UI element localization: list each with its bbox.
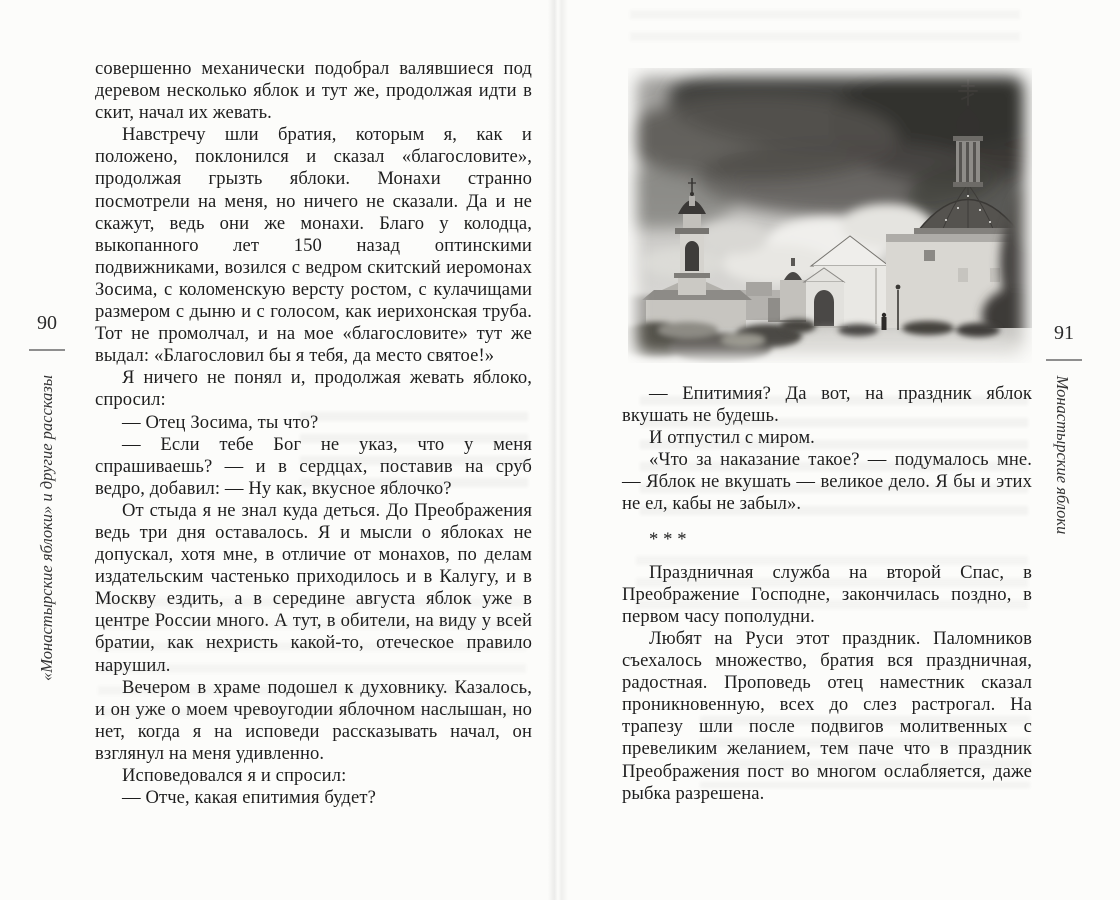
section-separator: * * *	[649, 528, 687, 550]
running-title-left: «Монастырские яблоки» и другие рассказы	[37, 375, 56, 681]
paragraph: И отпустил с миром.	[649, 427, 815, 449]
paragraph: Исповедовался я и спросил:	[122, 765, 347, 786]
paragraph: — Если тебе Бог не указ, что у меня спрашиваешь? — и в сердцах, поставив на сруб ведро, добавил: — Ну как, вкусное яблочко?	[95, 433, 532, 499]
text-column-right	[622, 383, 1032, 805]
monastery-photo-illustration	[628, 68, 1032, 363]
walking-figure	[882, 313, 887, 330]
show-through	[630, 10, 1020, 54]
paragraph: — Отче, какая епитимия будет?	[122, 787, 376, 809]
paragraph: — Епитимия? Да вот, на праздник яблок вкушать не будешь.	[622, 383, 1032, 427]
running-title-right: Монастырские яблоки	[1053, 375, 1072, 535]
page-number-left: 90	[37, 312, 57, 334]
paragraph: — Отец Зосима, ты что?	[122, 411, 319, 433]
paragraph: От стыда я не знал куда деться. До Преображения ведь три дня оставалось. Я и мысли о яблоках не допускал, хотя мне, в отличие от монахов, по делам издательским частенько приходилось и в Калугу, и в Москву ездить, а в середине августа яблок уже в центре России много. А тут, в обители, на виду у всей братии, как нехристь какой-то, отеческое правило нарушил.	[95, 499, 532, 676]
paragraph: Праздничная служба на второй Спас, в Преображение Господне, закончилась поздно, в первом часу пополудни.	[622, 561, 1032, 627]
text-column-left	[95, 58, 532, 809]
paragraph: «Что за наказание такое? — подумалось мне. — Яблок не вкушать — великое дело. Я бы и этих не ел, кабы не забыл».	[622, 449, 1032, 515]
page-gutter	[548, 0, 568, 900]
right-text-bottom	[622, 562, 1032, 805]
paragraph: Вечером в храме подошел к духовнику. Казалось, и он уже о моем чревоугодии яблочном наслышан, но нет, когда я на исповеди рассказывать начал, он взглянул на меня удивленно.	[95, 676, 532, 764]
page-number-right: 91	[1054, 322, 1074, 344]
paragraph: Любят на Руси этот праздник. Паломников съехалось множество, братия вся праздничная, радостная. Проповедь отец наместник сказал проникновенную, всех до слез растрогал. На трапезу шли после подвигов молитвенных с превеликим желанием, тем паче что в праздник Преображения пост во многом ослабляется, даже рыбка разрешена.	[622, 627, 1032, 804]
monastery-photo	[628, 68, 1032, 363]
folio-rule-left	[29, 349, 65, 351]
paragraph: совершенно механически подобрал валявшиеся под деревом несколько яблок и тут же, продолжая идти в скит, начал их жевать.	[95, 58, 532, 124]
paragraph: Я ничего не понял и, продолжая жевать яблоко, спросил:	[95, 367, 532, 411]
folio-rule-right	[1046, 359, 1082, 361]
paragraph: Навстречу шли братия, которым я, как и положено, поклонился и сказал «благословите», продолжая грызть яблоки. Монахи странно посмотрели на меня, но ничего не сказали. Да и не скажут, ведь они же монахи. Благо у колодца, выкопанного лет 150 назад оптинскими подвижниками, возился с ведром скитский иеромонах Зосима, с коломенскую версту ростом, с кулачищами размером с дыню и с голосом, как иерихонская труба. Тот не промолчал, и на мое «благословите» тут же выдал: «Благословил бы я тебя, да место святое!»	[95, 124, 532, 367]
right-text-top	[622, 383, 1032, 516]
